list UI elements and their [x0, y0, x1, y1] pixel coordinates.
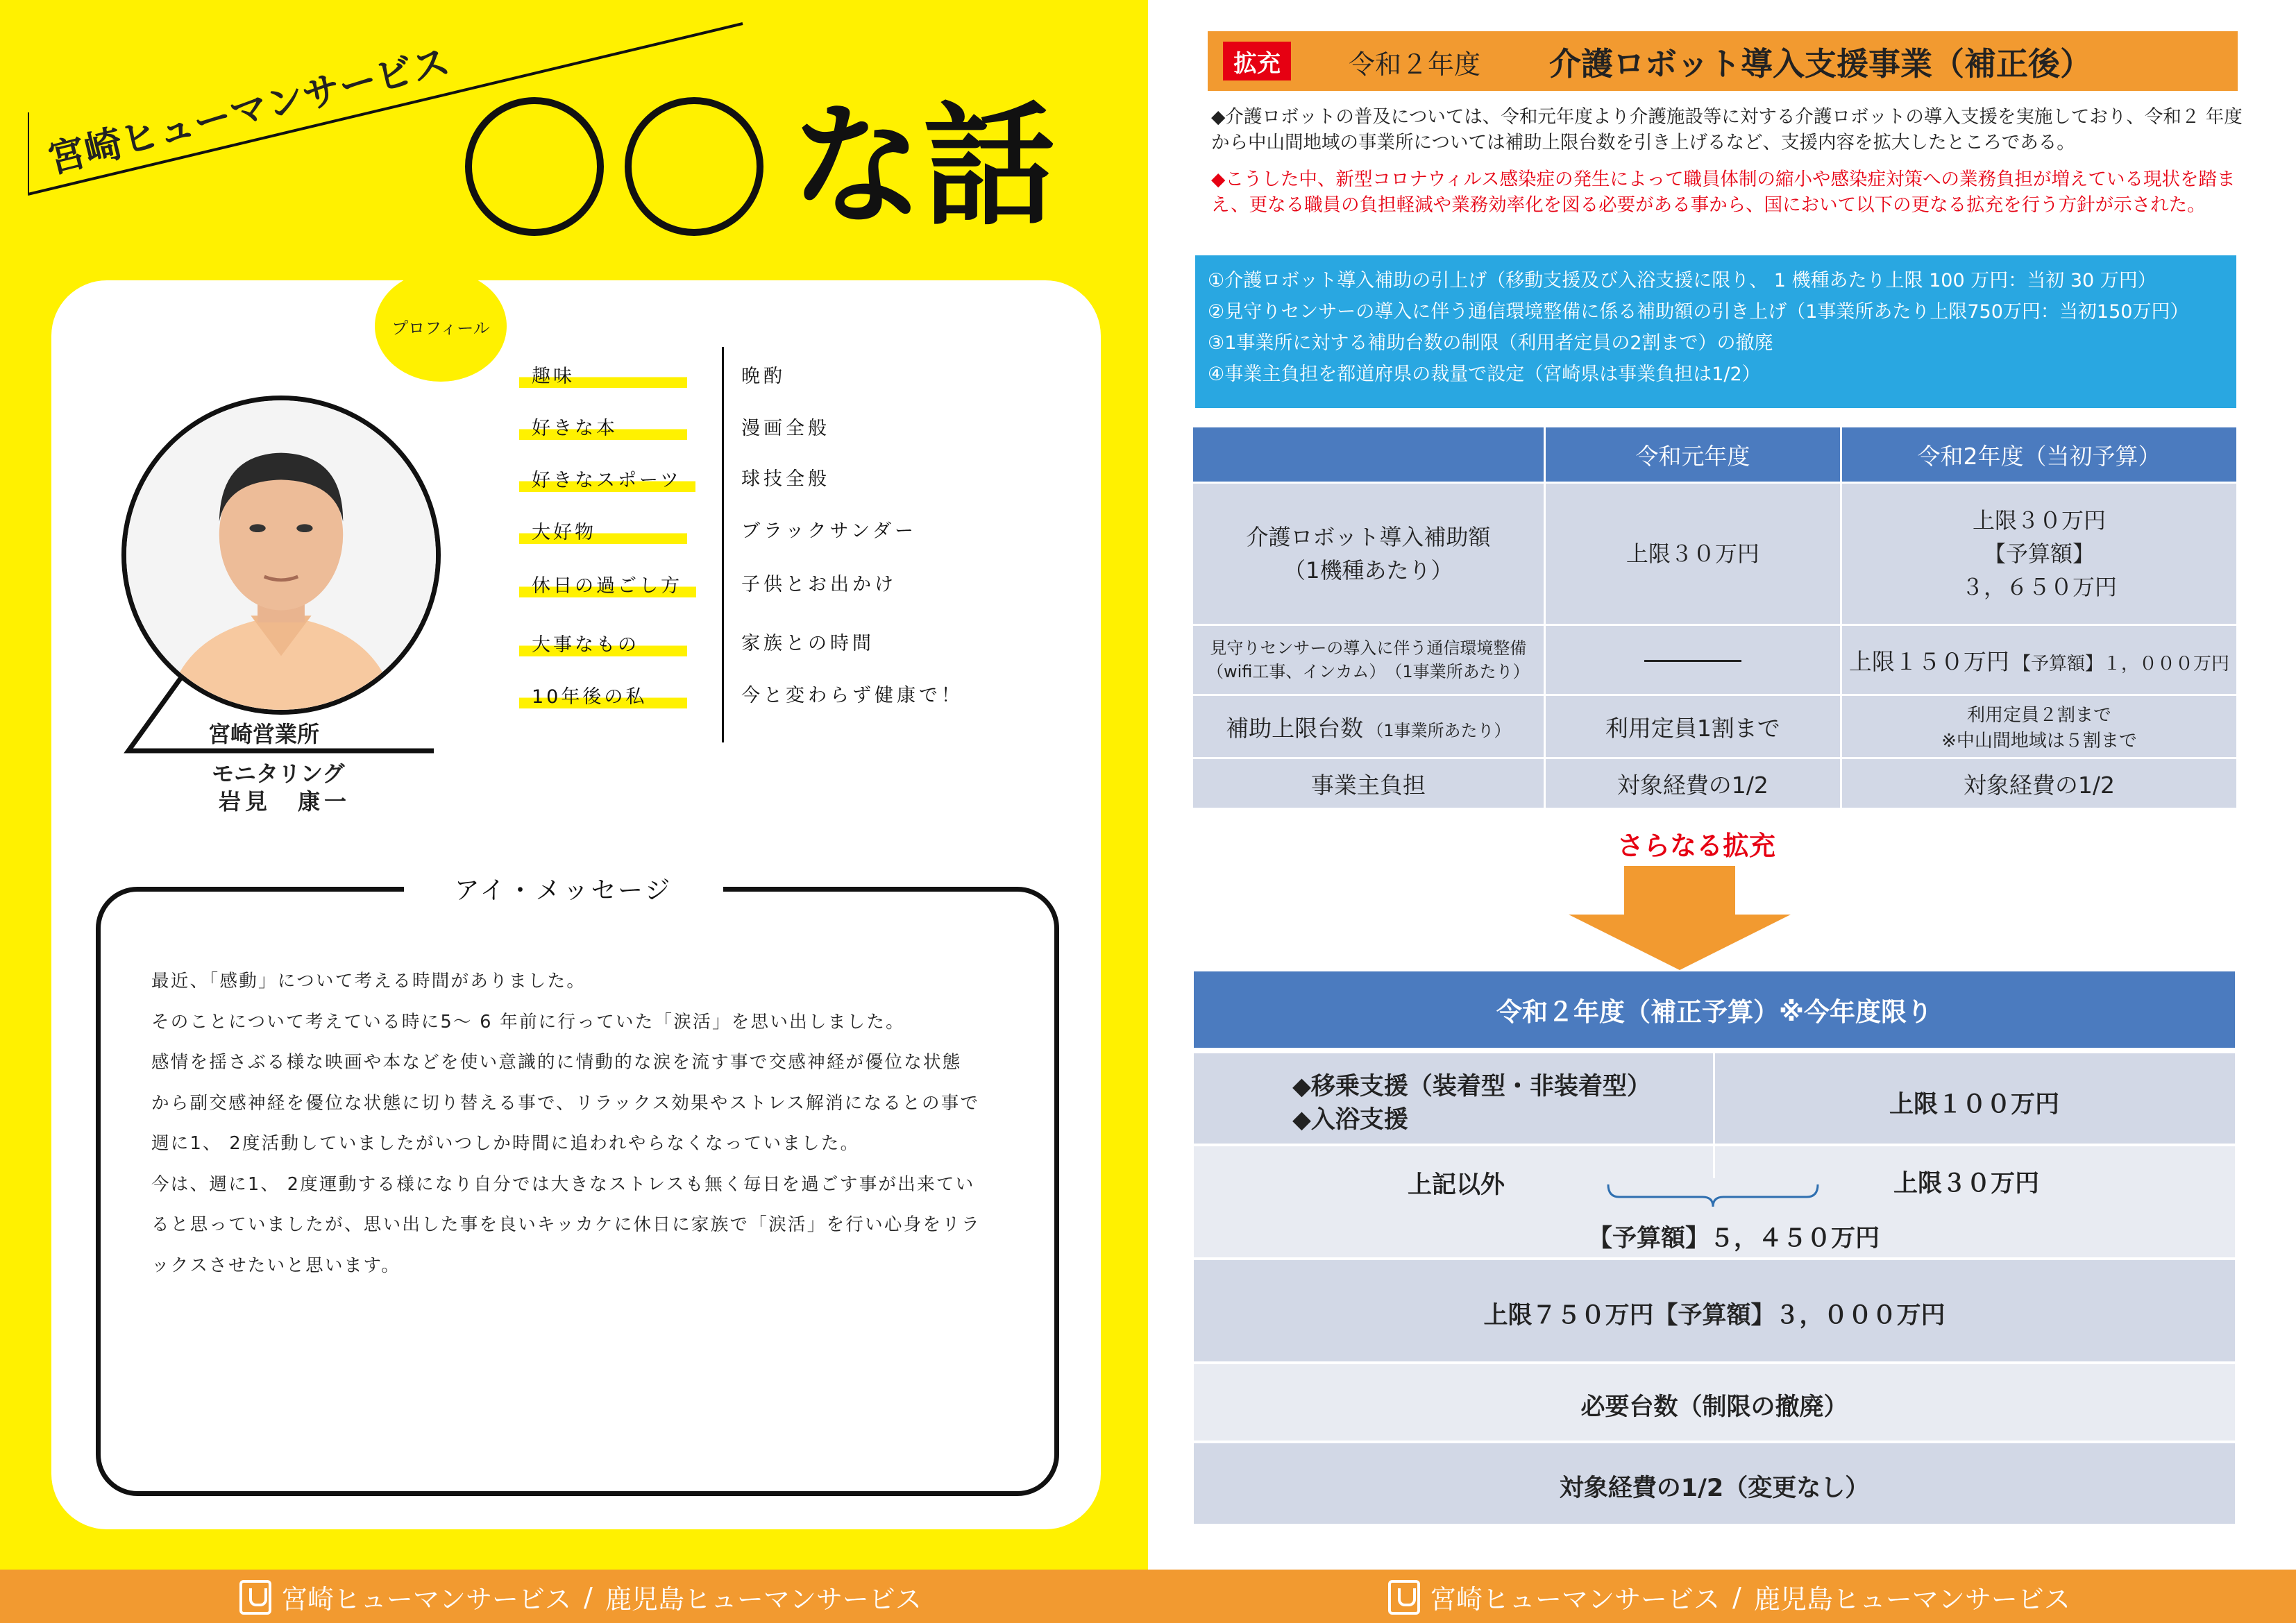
expansion-point: ①介護ロボット導入補助の引上げ（移動支援及び入浴支援に限り、 1 機種あたり上限 100 万円：当初 30 万円） — [1208, 270, 2156, 291]
profile-item-value: 今と変わらず健康で！ — [741, 685, 963, 706]
profile-item-label: 好きなスポーツ — [519, 464, 695, 492]
message-line: から副交感神経を優位な状態に切り替える事で、リラックス効果やストレス解消になるとの事で — [151, 1092, 980, 1114]
profile-item-label: 休日の過ごし方 — [519, 569, 696, 597]
profile-item-value: 漫画全般 — [741, 418, 830, 439]
message-line: ックスさせたいと思います。 — [151, 1255, 401, 1276]
message-line: そのことについて考えている時に5～ 6 年前に行っていた「涙活」を思い出しました。 — [151, 1011, 905, 1033]
expansion-point: ④事業主負担を都道府県の裁量で設定（宮崎県は事業負担は1/2） — [1208, 364, 1761, 385]
limit-30: 上限３０万円 — [1893, 1170, 2040, 1198]
table-cell: 利用定員1割まで — [1546, 696, 1840, 757]
brace-mark — [1605, 1183, 1821, 1208]
circle-placeholder-1 — [465, 97, 604, 236]
required-units: 必要台数（制限の撤廃） — [1580, 1393, 1848, 1421]
footer-company-2: 鹿児島ヒューマンサービス — [1753, 1584, 2070, 1615]
brand-title: 宮崎ヒューマンサービス — [43, 39, 455, 182]
table-header-row — [1193, 427, 2236, 482]
profile-item-label: 10年後の私 — [519, 680, 687, 708]
person-name: 岩見 康一 — [219, 788, 351, 815]
bathing-support: ◆入浴支援 — [1292, 1106, 1408, 1134]
cell-line: 【予算額】 — [1983, 541, 2095, 567]
footer-company-1: 宮崎ヒューマンサービス — [1430, 1584, 1721, 1615]
cell-line: 介護ロボット導入補助額 — [1246, 524, 1491, 550]
message-line: 感情を揺さぶる様な映画や本などを使い意識的に情動的な涙を流す事で交感神経が優位な状態 — [151, 1052, 962, 1073]
profile-label: プロフィール — [375, 271, 507, 382]
cell-line: ※中山間地域は５割まで — [1941, 731, 2137, 751]
cell-line: ３，６５０万円 — [1961, 574, 2117, 600]
table-row — [1193, 626, 2236, 694]
table-cell — [1193, 696, 1544, 757]
mobility-support: ◆移乗支援（装着型・非装着型） — [1292, 1073, 1651, 1101]
table-header-cell: 令和2年度（当初予算） — [1842, 427, 2236, 482]
footer-left — [239, 1578, 922, 1616]
page-title: 介護ロボット導入支援事業（補正後） — [1549, 45, 2092, 83]
message-line: 最近、「感動」について考える時間がありました。 — [151, 971, 586, 992]
profile-item-value: ブラックサンダー — [741, 520, 918, 542]
person-photo — [121, 396, 441, 715]
budget-5450: 【予算額】５，４５０万円 — [1588, 1225, 1880, 1252]
cell-line: 利用定員２割まで — [1966, 705, 2111, 726]
table-cell — [1842, 484, 2236, 624]
cell-line: （1機種あたり） — [1283, 557, 1453, 584]
supplementary-budget-header: 令和２年度（補正予算）※今年度限り — [1194, 971, 2235, 1048]
cell-line: （wifi工事、インカム） （1事業所あたり） — [1207, 662, 1530, 681]
table-cell: 事業主負担 — [1193, 759, 1544, 808]
footer-company-1: 宮崎ヒューマンサービス — [281, 1584, 572, 1615]
profile-item-value: 晩酌 — [741, 366, 786, 387]
comparison-table — [1191, 425, 2238, 810]
table-cell: 上限３０万円 — [1546, 484, 1840, 624]
profile-divider — [722, 347, 724, 742]
company-logo-icon — [239, 1580, 271, 1615]
circle-placeholder-2 — [625, 97, 763, 236]
footer-separator: / — [1732, 1581, 1741, 1613]
table-cell — [1546, 626, 1840, 694]
table-row — [1193, 484, 2236, 624]
cell-line: 【予算額】１，０００万円 — [2013, 653, 2230, 674]
alert-paragraph: ◆こうした中、新型コロナウィルス感染症の発生によって職員体制の縮小や感染症対策への業務負担が増えている現状を踏まえ、更なる職員の負担軽減や業務効率化を図る必要がある事から、国において以下の更なる拡充を行う方針が示された。 — [1211, 169, 2236, 216]
profile-item-label: 大好物 — [519, 516, 687, 544]
message-body — [151, 961, 1026, 1286]
cell-line: 上限１５０万円 — [1848, 647, 2009, 675]
limit-100: 上限１００万円 — [1889, 1091, 2060, 1119]
employer-burden: 対象経費の1/2（変更なし） — [1559, 1475, 1870, 1502]
dash-mark — [1644, 660, 1741, 662]
table-cell — [1842, 696, 2236, 757]
footer-separator: / — [584, 1581, 593, 1613]
table-header-cell — [1193, 427, 1544, 482]
table-cell — [1193, 484, 1544, 624]
table-cell: 対象経費の1/2 — [1546, 759, 1840, 808]
message-line: 週に1、 2度活動していましたがいつしか時間に追われやらなくなっていました。 — [151, 1133, 860, 1154]
expansion-point: ③1事業所に対する補助台数の制限（利用者定員の2割まで）の撤廃 — [1208, 332, 1773, 354]
big-title-suffix: な話 — [791, 90, 1056, 243]
expansion-badge: 拡充 — [1223, 42, 1291, 80]
profile-item-label: 趣味 — [519, 359, 687, 388]
footer-company-2: 鹿児島ヒューマンサービス — [605, 1584, 922, 1615]
profile-item-label: 大事なもの — [519, 628, 687, 656]
table-row — [1193, 759, 2236, 808]
message-line: ると思っていましたが、思い出した事を良いキッカケに休日に家族で「涙活」を行い心身をリラ — [151, 1214, 981, 1235]
cell-line: 見守りセンサーの導入に伴う通信環境整備 — [1210, 638, 1527, 658]
cell-line: （1事業所あたり） — [1367, 720, 1511, 740]
person-photo-illustration — [126, 400, 436, 710]
table-row — [1193, 696, 2236, 757]
table-header-cell: 令和元年度 — [1546, 427, 1840, 482]
message-line: 今は、週に1、 2度運動する様になり自分では大きなストレスも無く毎日を過ごす事が出来てい — [151, 1173, 975, 1195]
profile-item-label: 好きな本 — [519, 411, 687, 440]
profile-item-value: 子供とお出かけ — [741, 574, 897, 595]
profile-item-value: 球技全般 — [741, 468, 830, 490]
other-robots: 上記以外 — [1408, 1171, 1505, 1199]
footer-right — [1388, 1578, 2070, 1616]
sensor-limit-750: 上限７５０万円【予算額】３，０００万円 — [1483, 1302, 1945, 1329]
further-expansion-label: さらなる拡充 — [1617, 831, 1776, 861]
office-name: 宮崎営業所 — [208, 721, 320, 747]
column-divider — [1713, 1053, 1715, 1178]
cell-line: 上限３０万円 — [1972, 507, 2106, 534]
expansion-points-box — [1195, 255, 2236, 408]
cell-line: 補助上限台数 — [1226, 714, 1364, 742]
table-cell — [1842, 626, 2236, 694]
big-title — [465, 90, 1056, 243]
down-arrow-icon — [1569, 866, 1791, 970]
expansion-point: ②見守りセンサーの導入に伴う通信環境整備に係る補助額の引き上げ（1事業所あたり上限750万円：当初150万円） — [1208, 301, 2189, 323]
fiscal-year: 令和２年度 — [1349, 49, 1481, 80]
intro-paragraph: ◆介護ロボットの普及については、令和元年度より介護施設等に対する介護ロボットの導入支援を実施しており、令和２ 年度から中山間地域の事業所については補助上限台数を引き上げるなど、支援内容を拡大したところである。 — [1211, 106, 2243, 153]
message-title: アイ・メッセージ — [404, 871, 723, 906]
table-cell: 対象経費の1/2 — [1842, 759, 2236, 808]
job-title: モニタリング — [212, 760, 345, 787]
profile-item-value: 家族との時間 — [741, 633, 875, 654]
table-cell — [1193, 626, 1544, 694]
company-logo-icon — [1388, 1580, 1420, 1615]
